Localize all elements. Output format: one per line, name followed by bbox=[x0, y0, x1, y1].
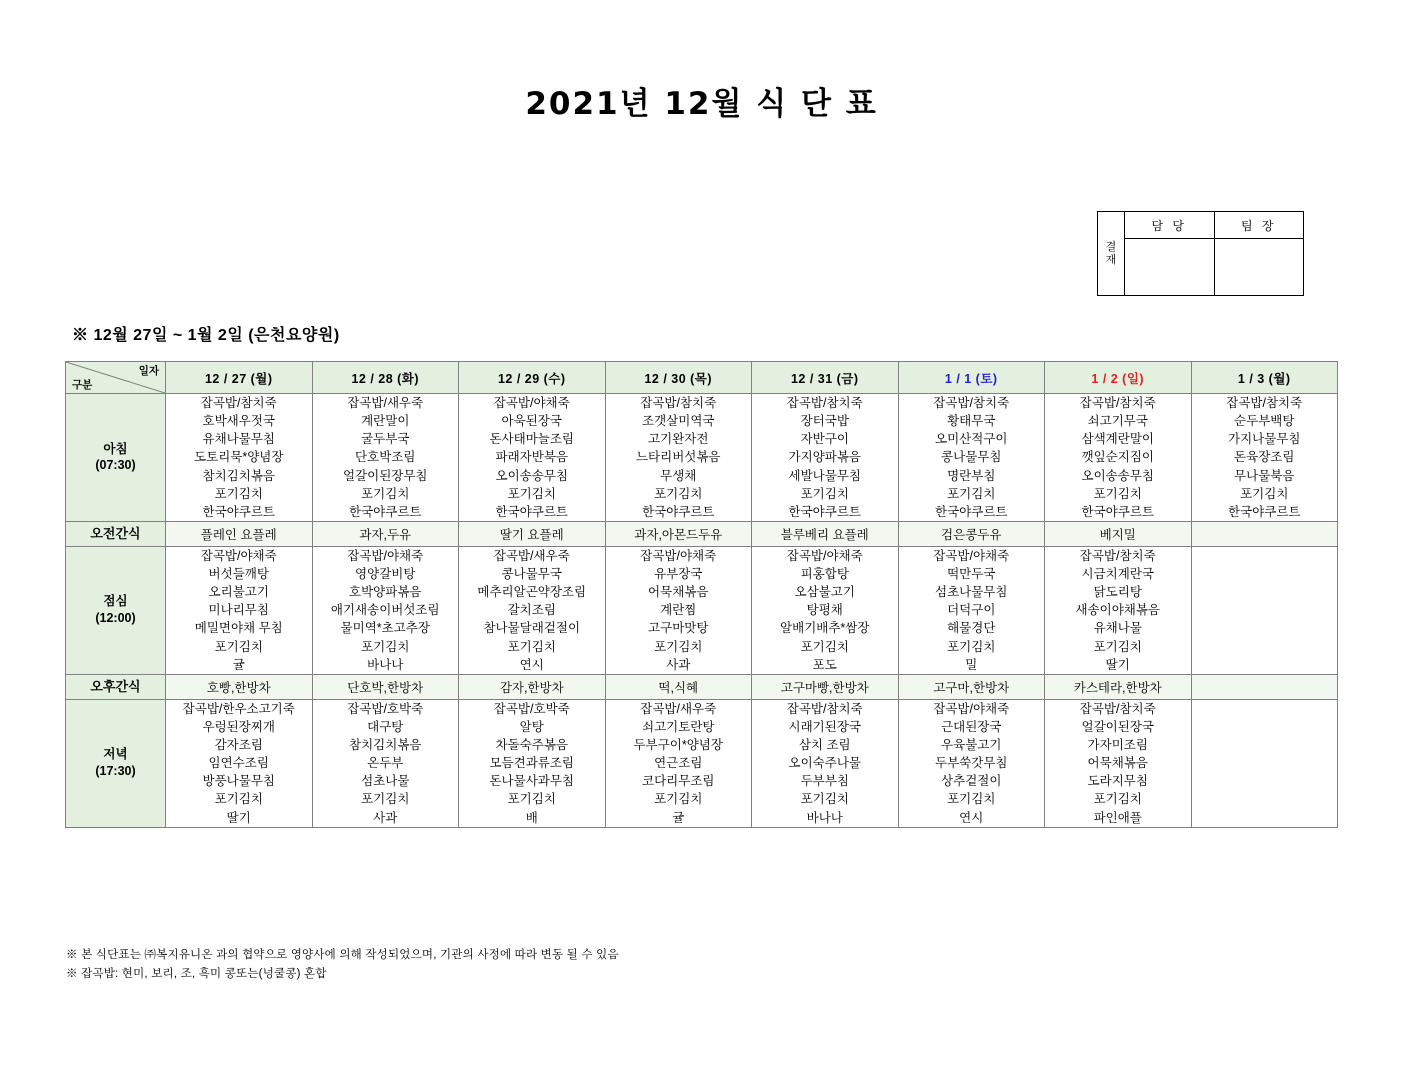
menu-item: 밀 bbox=[965, 657, 978, 672]
menu-item: 잡곡밥/참치죽 bbox=[1226, 396, 1303, 410]
meal-cell bbox=[898, 394, 1045, 522]
menu-item: 근대된장국 bbox=[941, 719, 1002, 734]
menu-item: 무나물북음 bbox=[1234, 468, 1295, 483]
menu-item: 어묵채볶음 bbox=[648, 585, 709, 600]
snack-cell: 검은콩두유 bbox=[898, 521, 1045, 546]
meal-cell bbox=[459, 546, 606, 674]
corner-date-label: 일자 bbox=[138, 365, 159, 377]
menu-item: 잡곡밥/야채죽 bbox=[493, 396, 570, 410]
menu-item: 삼치 조림 bbox=[798, 738, 851, 752]
menu-item: 조갯살미역국 bbox=[642, 414, 715, 429]
menu-item: 아욱된장국 bbox=[501, 414, 562, 429]
menu-item: 포기김치 bbox=[654, 792, 703, 807]
menu-item: 장터국밥 bbox=[800, 414, 849, 429]
menu-item: 한국야쿠르트 bbox=[642, 504, 715, 519]
menu-item: 잡곡밥/호박죽 bbox=[493, 701, 570, 716]
menu-item: 도토리묵*양념장 bbox=[194, 450, 284, 465]
meal-cell bbox=[1045, 546, 1192, 674]
menu-item: 포기김치 bbox=[507, 792, 556, 807]
snack-cell: 과자,아몬드두유 bbox=[605, 521, 752, 546]
menu-item: 쇠고기토란탕 bbox=[642, 719, 715, 734]
row-label-time: (12:00) bbox=[95, 611, 136, 626]
snack-cell: 고구마,한방차 bbox=[898, 674, 1045, 699]
menu-item: 갈치조림 bbox=[507, 603, 556, 618]
menu-item: 잡곡밥/참치죽 bbox=[1079, 701, 1156, 716]
meal-cell bbox=[459, 394, 606, 522]
menu-item: 포기김치 bbox=[1093, 792, 1142, 807]
menu-item: 사과 bbox=[373, 810, 398, 825]
day-header-3: 12 / 30 (목) bbox=[605, 362, 752, 394]
menu-item: 우렁된장찌개 bbox=[202, 719, 275, 734]
menu-item: 영양갈비탕 bbox=[355, 567, 416, 581]
meal-cell bbox=[166, 394, 313, 522]
menu-item: 딸기 bbox=[226, 810, 251, 825]
corner-header bbox=[66, 362, 166, 394]
menu-item: 잡곡밥/새우죽 bbox=[640, 701, 717, 716]
day-header-4: 12 / 31 (금) bbox=[752, 362, 899, 394]
menu-item: 포기김치 bbox=[214, 639, 263, 654]
menu-item: 포기김치 bbox=[507, 639, 556, 654]
menu-item: 사과 bbox=[666, 657, 691, 672]
menu-item: 임연수조림 bbox=[208, 756, 269, 771]
menu-item: 포기김치 bbox=[947, 792, 996, 807]
menu-table bbox=[65, 361, 1338, 828]
menu-item: 잡곡밥/야채죽 bbox=[347, 548, 424, 563]
menu-item: 연시 bbox=[519, 657, 544, 672]
meal-cell bbox=[459, 699, 606, 827]
menu-item: 깻잎순지짐이 bbox=[1081, 450, 1154, 465]
approval-col-manager: 담 당 bbox=[1125, 212, 1215, 239]
menu-item: 포기김치 bbox=[214, 792, 263, 807]
meal-cell bbox=[1045, 699, 1192, 827]
snack-cell: 딸기 요플레 bbox=[459, 521, 606, 546]
menu-item: 해물경단 bbox=[947, 621, 996, 636]
menu-item: 돈육장조림 bbox=[1234, 450, 1295, 465]
meal-cell bbox=[166, 699, 313, 827]
menu-item: 얼갈이된장국 bbox=[1081, 719, 1154, 734]
row-label-time: (17:30) bbox=[95, 764, 136, 779]
menu-item: 포기김치 bbox=[361, 639, 410, 654]
menu-item: 포기김치 bbox=[654, 639, 703, 654]
meal-cell bbox=[1191, 394, 1338, 522]
menu-item: 온두부 bbox=[367, 756, 404, 771]
menu-item: 어묵채볶음 bbox=[1087, 756, 1148, 771]
menu-item: 굴두부국 bbox=[361, 432, 410, 447]
menu-item: 모듬견과류조림 bbox=[489, 756, 575, 771]
menu-item: 닭도리탕 bbox=[1093, 585, 1142, 600]
snack-cell: 베지밀 bbox=[1045, 521, 1192, 546]
menu-item: 무생채 bbox=[660, 468, 697, 483]
menu-item: 섬초나물무침 bbox=[935, 585, 1008, 600]
day-header-7: 1 / 3 (월) bbox=[1191, 362, 1338, 394]
menu-item: 유부장국 bbox=[654, 567, 703, 581]
menu-item: 오이숙주나물 bbox=[788, 756, 861, 771]
menu-document-page bbox=[0, 78, 1403, 1070]
menu-item: 오미산적구이 bbox=[935, 432, 1008, 447]
menu-item: 바나나 bbox=[367, 657, 404, 672]
menu-item: 참나물달래겉절이 bbox=[483, 621, 581, 636]
menu-item: 콩나물무침 bbox=[941, 450, 1002, 465]
menu-item: 고기완자전 bbox=[648, 432, 709, 447]
menu-item: 버섯들깨탕 bbox=[208, 567, 269, 581]
menu-item: 애기새송이버섯조림 bbox=[330, 603, 440, 618]
menu-item: 포도 bbox=[812, 657, 837, 672]
menu-item: 딸기 bbox=[1105, 657, 1130, 672]
menu-item: 고구마맛탕 bbox=[648, 621, 709, 636]
menu-item: 피홍합탕 bbox=[800, 567, 849, 581]
row-label-text: 저녁 bbox=[103, 747, 128, 762]
row-label-time: (07:30) bbox=[95, 458, 136, 473]
menu-item: 포기김치 bbox=[800, 486, 849, 501]
menu-item: 유채나물무침 bbox=[202, 432, 275, 447]
menu-item: 도라지무침 bbox=[1087, 774, 1148, 789]
menu-item: 파인애플 bbox=[1093, 810, 1142, 825]
approval-box bbox=[1097, 211, 1304, 296]
menu-item: 잡곡밥/참치죽 bbox=[786, 701, 863, 716]
menu-item: 포기김치 bbox=[947, 639, 996, 654]
menu-item: 배 bbox=[525, 810, 538, 825]
menu-item: 포기김치 bbox=[800, 792, 849, 807]
day-header-5: 1 / 1 (토) bbox=[898, 362, 1045, 394]
menu-item: 가지나물무침 bbox=[1228, 432, 1301, 447]
menu-item: 유채나물 bbox=[1093, 621, 1142, 636]
snack-cell: 단호박,한방차 bbox=[312, 674, 459, 699]
snack-cell: 과자,두유 bbox=[312, 521, 459, 546]
snack-cell: 고구마빵,한방차 bbox=[752, 674, 899, 699]
meal-cell bbox=[312, 546, 459, 674]
menu-item: 한국야쿠르트 bbox=[349, 504, 422, 519]
meal-cell bbox=[898, 699, 1045, 827]
menu-item: 포기김치 bbox=[214, 486, 263, 501]
menu-item: 잡곡밥/새우죽 bbox=[347, 396, 424, 410]
menu-item: 포기김치 bbox=[507, 486, 556, 501]
menu-item: 돈나물사과무침 bbox=[489, 774, 575, 789]
menu-item: 명란부침 bbox=[947, 468, 996, 483]
meal-cell bbox=[312, 394, 459, 522]
menu-item: 호박새우젓국 bbox=[202, 414, 275, 429]
menu-item: 잡곡밥/참치죽 bbox=[933, 396, 1010, 410]
menu-item: 메추리알곤약장조림 bbox=[477, 585, 587, 600]
menu-table-body bbox=[66, 394, 1338, 828]
menu-item: 차돌숙주볶음 bbox=[495, 738, 568, 752]
menu-item: 잡곡밥/참치죽 bbox=[786, 396, 863, 410]
menu-item: 더덕구이 bbox=[947, 603, 996, 618]
menu-item: 오삼불고기 bbox=[794, 585, 855, 600]
menu-item: 오리불고기 bbox=[208, 585, 269, 600]
menu-item: 잡곡밥/참치죽 bbox=[640, 396, 717, 410]
approval-sign-teamlead[interactable] bbox=[1214, 239, 1304, 296]
meal-row bbox=[66, 546, 1338, 674]
meal-cell bbox=[1045, 394, 1192, 522]
approval-label: 결 재 bbox=[1098, 212, 1125, 296]
menu-item: 물미역*초고추장 bbox=[340, 621, 430, 636]
snack-cell: 카스테라,한방차 bbox=[1045, 674, 1192, 699]
menu-item: 잡곡밥/호박죽 bbox=[347, 701, 424, 716]
menu-item: 한국야쿠르트 bbox=[495, 504, 568, 519]
menu-item: 시금치계란국 bbox=[1081, 567, 1154, 581]
row-label-4 bbox=[66, 699, 166, 827]
menu-item: 오이송송무침 bbox=[1081, 468, 1154, 483]
menu-item: 포기김치 bbox=[1240, 486, 1289, 501]
menu-item: 잡곡밥/한우소고기죽 bbox=[182, 701, 295, 716]
menu-item: 상추겉절이 bbox=[941, 774, 1002, 789]
meal-cell bbox=[312, 699, 459, 827]
menu-item: 파래자반북음 bbox=[495, 450, 568, 465]
menu-item: 잡곡밥/야채죽 bbox=[933, 701, 1010, 716]
meal-cell bbox=[1191, 546, 1338, 674]
menu-item: 메밀면야채 무침 bbox=[194, 621, 283, 636]
menu-item: 알배기배추*쌈장 bbox=[780, 621, 870, 636]
row-label-1 bbox=[66, 521, 166, 546]
row-label-text: 오후간식 bbox=[90, 678, 141, 694]
snack-row bbox=[66, 674, 1338, 699]
menu-item: 두부구이*양념장 bbox=[633, 738, 723, 752]
meal-cell bbox=[752, 394, 899, 522]
snack-cell: 블루베리 요플레 bbox=[752, 521, 899, 546]
menu-item: 귤 bbox=[672, 810, 685, 825]
menu-item: 삼색계란말이 bbox=[1081, 432, 1154, 447]
menu-item: 한국야쿠르트 bbox=[1081, 504, 1154, 519]
menu-item: 단호박조림 bbox=[355, 450, 416, 465]
meal-cell bbox=[605, 394, 752, 522]
menu-item: 참치김치볶음 bbox=[202, 468, 275, 483]
menu-item: 포기김치 bbox=[947, 486, 996, 501]
meal-cell bbox=[752, 546, 899, 674]
menu-item: 알탕 bbox=[519, 719, 544, 734]
snack-cell: 떡,식혜 bbox=[605, 674, 752, 699]
menu-item: 두부부침 bbox=[800, 774, 849, 789]
day-header-2: 12 / 29 (수) bbox=[459, 362, 606, 394]
snack-cell: 플레인 요플레 bbox=[166, 521, 313, 546]
menu-item: 시래기된장국 bbox=[788, 719, 861, 734]
menu-item: 잡곡밥/참치죽 bbox=[200, 396, 277, 410]
row-label-text: 아침 bbox=[103, 441, 128, 456]
menu-item: 오이송송무침 bbox=[495, 468, 568, 483]
menu-item: 연근조림 bbox=[654, 756, 703, 771]
corner-division-label: 구분 bbox=[72, 379, 93, 391]
menu-item: 한국야쿠르트 bbox=[788, 504, 861, 519]
meal-cell bbox=[605, 699, 752, 827]
menu-item: 황태무국 bbox=[947, 414, 996, 429]
meal-cell bbox=[605, 546, 752, 674]
snack-cell bbox=[1191, 674, 1338, 699]
menu-item: 포기김치 bbox=[1093, 639, 1142, 654]
menu-item: 잡곡밥/참치죽 bbox=[1079, 548, 1156, 563]
menu-item: 두부쑥갓무침 bbox=[935, 756, 1008, 771]
menu-item: 떡만두국 bbox=[947, 567, 996, 581]
menu-item: 감자조림 bbox=[214, 738, 263, 752]
table-header-row bbox=[66, 362, 1338, 394]
approval-sign-manager[interactable] bbox=[1125, 239, 1215, 296]
row-label-text: 오전간식 bbox=[90, 526, 141, 542]
menu-item: 콩나물무국 bbox=[501, 567, 562, 581]
menu-item: 포기김치 bbox=[361, 486, 410, 501]
row-label-0 bbox=[66, 394, 166, 522]
menu-item: 연시 bbox=[959, 810, 984, 825]
menu-item: 바나나 bbox=[806, 810, 843, 825]
menu-item: 한국야쿠르트 bbox=[202, 504, 275, 519]
day-header-0: 12 / 27 (월) bbox=[166, 362, 313, 394]
footnote-1: ※ 본 식단표는 ㈜복지유니온 과의 협약으로 영양사에 의해 작성되었으며, 기관의 사정에 따라 변동 될 수 있음 bbox=[66, 949, 619, 961]
meal-row bbox=[66, 699, 1338, 827]
footnotes bbox=[66, 946, 619, 984]
menu-item: 한국야쿠르트 bbox=[1228, 504, 1301, 519]
meal-cell bbox=[898, 546, 1045, 674]
menu-item: 잡곡밥/참치죽 bbox=[1079, 396, 1156, 410]
menu-item: 새송이야채볶음 bbox=[1075, 603, 1161, 618]
menu-item: 자반구이 bbox=[800, 432, 849, 447]
snack-cell: 감자,한방차 bbox=[459, 674, 606, 699]
menu-item: 대구탕 bbox=[367, 719, 404, 734]
menu-table-wrapper bbox=[65, 361, 1337, 828]
menu-item: 느타리버섯볶음 bbox=[635, 450, 721, 465]
period-subtitle: ※ 12월 27일 ~ 1월 2일 (은천요양원) bbox=[72, 327, 340, 344]
menu-item: 잡곡밥/야채죽 bbox=[200, 548, 277, 563]
row-label-2 bbox=[66, 546, 166, 674]
day-header-6: 1 / 2 (일) bbox=[1045, 362, 1192, 394]
day-header-1: 12 / 28 (화) bbox=[312, 362, 459, 394]
row-label-3 bbox=[66, 674, 166, 699]
menu-item: 가자미조림 bbox=[1087, 738, 1148, 752]
menu-item: 얼갈이된장무침 bbox=[342, 468, 428, 483]
menu-item: 포기김치 bbox=[1093, 486, 1142, 501]
menu-item: 계란말이 bbox=[361, 414, 410, 429]
menu-item: 한국야쿠르트 bbox=[935, 504, 1008, 519]
menu-item: 잡곡밥/야채죽 bbox=[640, 548, 717, 563]
footnote-2: ※ 잡곡밥: 현미, 보리, 조, 흑미 콩또는(넝쿨콩) 혼합 bbox=[66, 967, 327, 980]
menu-item: 방풍나물무침 bbox=[202, 774, 275, 789]
menu-item: 호박양파볶음 bbox=[349, 585, 422, 600]
snack-row bbox=[66, 521, 1338, 546]
menu-item: 포기김치 bbox=[800, 639, 849, 654]
menu-item: 잡곡밥/새우죽 bbox=[493, 548, 570, 563]
meal-cell bbox=[166, 546, 313, 674]
menu-item: 포기김치 bbox=[654, 486, 703, 501]
menu-item: 잡곡밥/야채죽 bbox=[933, 548, 1010, 563]
menu-item: 코다리무조림 bbox=[642, 774, 715, 789]
menu-item: 쇠고기무국 bbox=[1087, 414, 1148, 429]
snack-cell bbox=[1191, 521, 1338, 546]
menu-item: 참치김치볶음 bbox=[349, 738, 422, 752]
menu-item: 세발나물무침 bbox=[788, 468, 861, 483]
meal-row bbox=[66, 394, 1338, 522]
menu-item: 탕평채 bbox=[806, 603, 843, 618]
meal-cell bbox=[1191, 699, 1338, 827]
approval-col-teamlead: 팀 장 bbox=[1214, 212, 1304, 239]
snack-cell: 호빵,한방차 bbox=[166, 674, 313, 699]
menu-item: 귤 bbox=[232, 657, 245, 672]
menu-item: 섬초나물 bbox=[361, 774, 410, 789]
menu-item: 계란찜 bbox=[660, 603, 697, 618]
menu-item: 순두부백탕 bbox=[1234, 414, 1295, 429]
row-label-text: 점심 bbox=[103, 594, 128, 609]
menu-item: 미나리무침 bbox=[208, 603, 269, 618]
menu-item: 우육불고기 bbox=[941, 738, 1002, 752]
menu-item: 포기김치 bbox=[361, 792, 410, 807]
meal-cell bbox=[752, 699, 899, 827]
menu-item: 가지양파볶음 bbox=[788, 450, 861, 465]
menu-item: 돈사태마늘조림 bbox=[489, 432, 575, 447]
menu-item: 잡곡밥/야채죽 bbox=[786, 548, 863, 563]
page-title: 2021년 12월 식 단 표 bbox=[525, 86, 878, 122]
